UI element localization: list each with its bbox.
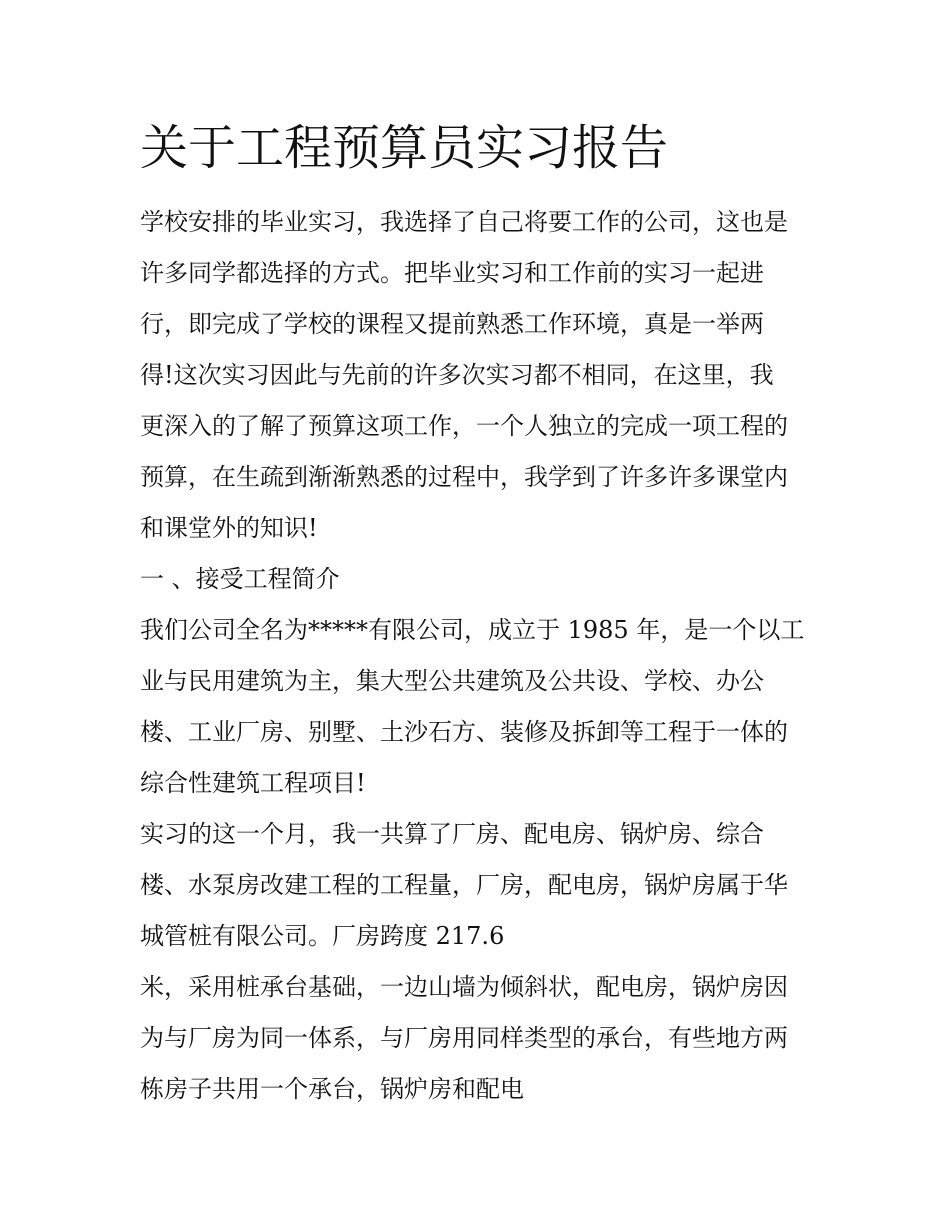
document-title: 关于工程预算员实习报告 (140, 120, 669, 176)
paragraph-line: 楼、水泵房改建工程的工程量，厂房，配电房，锅炉房属于华 (140, 871, 788, 899)
paragraph-line: 我们公司全名为*****有限公司，成立于 1985 年，是一个以工 (140, 616, 805, 644)
paragraph-line: 栋房子共用一个承台，锅炉房和配电 (140, 1075, 524, 1103)
paragraph-line: 得!这次实习因此与先前的许多次实习都不相同，在这里，我 (140, 361, 774, 389)
paragraph-line: 为与厂房为同一体系，与厂房用同样类型的承台，有些地方两 (140, 1024, 788, 1052)
paragraph-line: 楼、工业厂房、别墅、土沙石方、装修及拆卸等工程于一体的 (140, 718, 788, 746)
paragraph-line: 城管桩有限公司。厂房跨度 217.6 (140, 922, 505, 950)
paragraph-line: 学校安排的毕业实习，我选择了自己将要工作的公司，这也是 (140, 208, 788, 236)
section-heading: 一 、接受工程简介 (140, 565, 340, 593)
paragraph-line: 更深入的了解了预算这项工作，一个人独立的完成一项工程的 (140, 412, 788, 440)
paragraph-line: 行，即完成了学校的课程又提前熟悉工作环境，真是一举两 (140, 310, 764, 338)
paragraph-line: 实习的这一个月，我一共算了厂房、配电房、锅炉房、综合 (140, 820, 764, 848)
paragraph-line: 和课堂外的知识! (140, 514, 318, 542)
paragraph-line: 米，采用桩承台基础，一边山墙为倾斜状，配电房，锅炉房因 (140, 973, 788, 1001)
paragraph-line: 业与民用建筑为主，集大型公共建筑及公共设、学校、办公 (140, 667, 764, 695)
paragraph-line: 预算，在生疏到渐渐熟悉的过程中，我学到了许多许多课堂内 (140, 463, 788, 491)
paragraph-line: 许多同学都选择的方式。把毕业实习和工作前的实习一起进 (140, 259, 764, 287)
paragraph-line: 综合性建筑工程项目! (140, 769, 366, 797)
